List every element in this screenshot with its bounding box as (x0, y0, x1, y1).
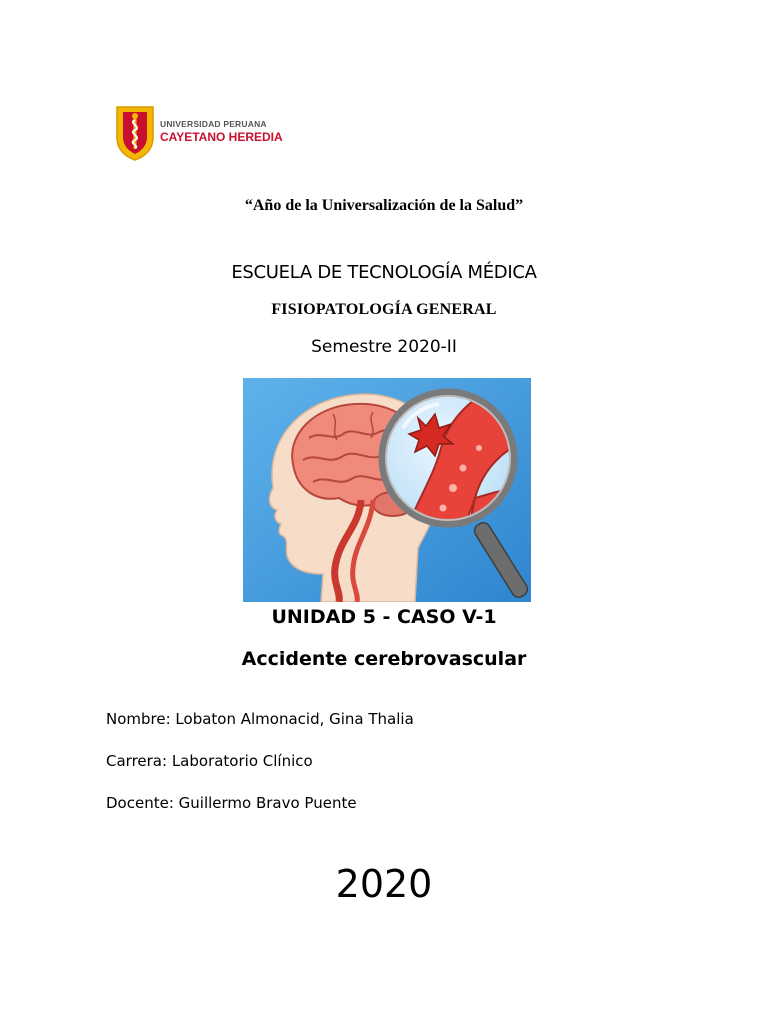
student-name-line: Nombre: Lobaton Almonacid, Gina Thalia (106, 710, 414, 728)
teacher-line: Docente: Guillermo Bravo Puente (106, 794, 357, 812)
topic-title: Accidente cerebrovascular (241, 648, 527, 670)
university-logo (114, 104, 304, 164)
university-name-line1: UNIVERSIDAD PERUANA (160, 119, 267, 129)
brain-stroke-illustration (243, 378, 531, 602)
semester-label: Semestre 2020-II (311, 337, 457, 357)
university-shield-icon (114, 104, 156, 162)
motto-heading: “Año de la Universalización de la Salud” (244, 197, 524, 214)
career-line: Carrera: Laboratorio Clínico (106, 752, 313, 770)
university-name (160, 120, 283, 143)
unit-title: UNIDAD 5 - CASO V-1 (271, 606, 497, 628)
university-name-line2: CAYETANO HEREDIA (160, 129, 283, 144)
year-label: 2020 (335, 862, 433, 906)
school-title: ESCUELA DE TECNOLOGÍA MÉDICA (231, 262, 537, 283)
course-title: FISIOPATOLOGÍA GENERAL (271, 301, 497, 318)
